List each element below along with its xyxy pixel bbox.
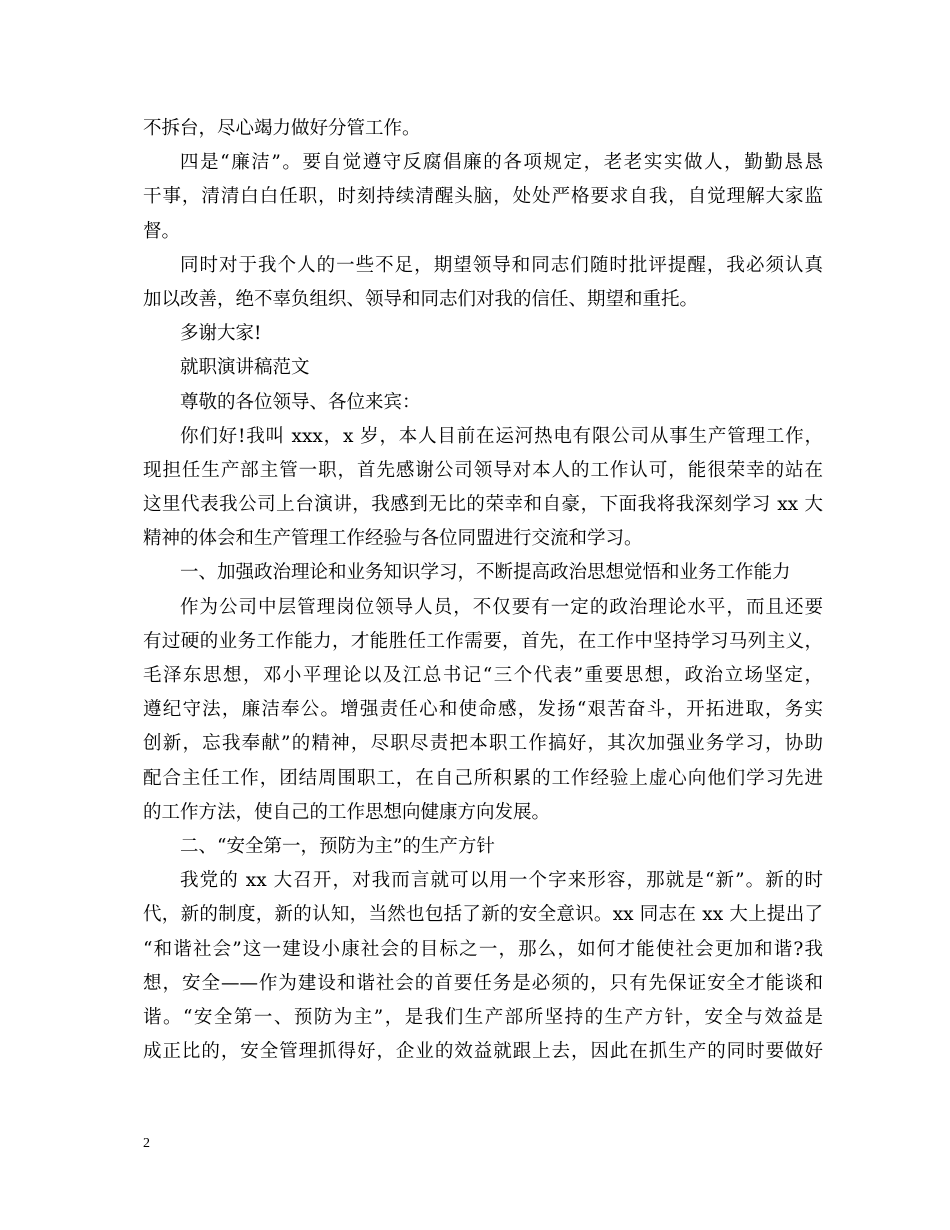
text-line: 二、“安全第一，预防为主”的生产方针 [180,835,495,857]
text-line: 创新，忘我奉献”的精神，尽职尽责把本职工作搞好，其次加强业务学习，协助 [143,733,823,755]
text-line: 四是“廉洁”。要自觉遵守反腐倡廉的各项规定，老老实实做人，勤勤恳恳 [180,152,823,174]
text-line: 遵纪守法，廉洁奉公。增强责任心和使命感，发扬“艰苦奋斗，开拓进取，务实 [143,699,823,721]
text-line: 不拆台，尽心竭力做好分管工作。 [143,118,421,139]
text-line: 现担任生产部主管一职，首先感谢公司领导对本人的工作认可，能很荣幸的站在 [143,459,823,481]
text-line: 谐。“安全第一、预防为主”，是我们生产部所坚持的生产方针，安全与效益是 [143,1006,823,1028]
text-line: 有过硬的业务工作能力，才能胜任工作需要，首先，在工作中坚持学习马列主义， [143,630,823,652]
text-line: 毛泽东思想，邓小平理论以及江总书记“三个代表”重要思想，政治立场坚定， [143,665,823,686]
text-line: 多谢大家! [180,323,262,345]
text-line: 加以改善，绝不辜负组织、领导和同志们对我的信任、期望和重托。 [143,288,699,310]
text-line: 督。 [143,220,181,242]
text-line: 就职演讲稿范文 [180,357,310,379]
text-line: 代，新的制度，新的认知，当然也包括了新的安全意识。xx 同志在 xx 大上提出了 [143,904,823,926]
text-line: 精神的体会和生产管理工作经验与各位同盟进行交流和学习。 [143,528,643,550]
text-line: 干事，清清白白任职，时刻持续清醒头脑，处处严格要求自我，自觉理解大家监 [143,186,823,208]
text-line: 这里代表我公司上台演讲，我感到无比的荣幸和自豪，下面我将我深刻学习 xx 大 [143,494,823,516]
text-line: 同时对于我个人的一些不足，期望领导和同志们随时批评提醒，我必须认真 [180,254,823,276]
text-line: 你们好!我叫 xxx，x 岁，本人目前在运河热电有限公司从事生产管理工作， [180,425,823,447]
page-number: 2 [143,1136,150,1151]
text-line: 一、加强政治理论和业务知识学习，不断提高政治思想觉悟和业务工作能力 [180,562,791,584]
text-line: 尊敬的各位领导、各位来宾： [180,391,421,413]
text-line: 我党的 xx 大召开，对我而言就可以用一个字来形容，那就是“新”。新的时 [180,870,823,892]
document-body [143,112,823,1069]
text-line: 想，安全——作为建设和谐社会的首要任务是必须的，只有先保证安全才能谈和 [143,972,823,994]
text-line: 的工作方法，使自己的工作思想向健康方向发展。 [143,801,551,823]
text-line: 配合主任工作，团结周围职工，在自己所积累的工作经验上虚心向他们学习先进 [143,767,823,789]
text-line: 成正比的，安全管理抓得好，企业的效益就跟上去，因此在抓生产的同时要做好 [143,1041,823,1063]
text-line: “和谐社会”这一建设小康社会的目标之一，那么，如何才能使社会更加和谐?我 [143,938,823,960]
text-line: 作为公司中层管理岗位领导人员，不仅要有一定的政治理论水平，而且还要 [180,596,823,618]
